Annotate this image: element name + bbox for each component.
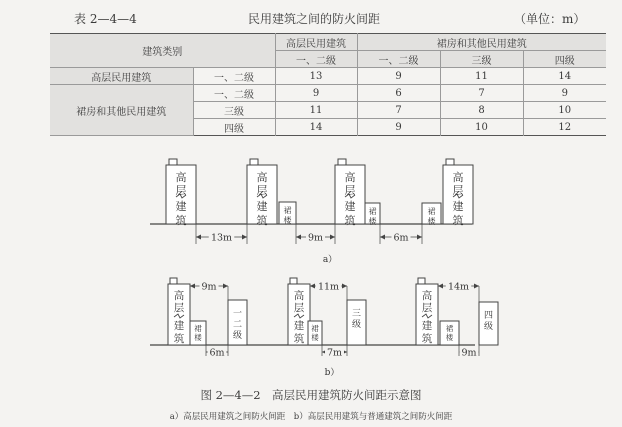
podium-label: 裙 xyxy=(445,324,454,333)
tower-label: 层 xyxy=(293,302,305,314)
ordinary-building-label: 二 xyxy=(232,320,243,330)
dim-a1-head xyxy=(242,235,247,240)
corner-header: 建筑类别 xyxy=(50,34,275,68)
sub-header: 三级 xyxy=(440,51,523,68)
dim-a2-head xyxy=(330,235,335,240)
dimension-label: 6m xyxy=(393,232,409,244)
tower-label: 筑 xyxy=(173,333,185,345)
dim-b-top-head xyxy=(474,284,479,289)
tower-label: 高 xyxy=(173,290,185,302)
tower-label: 建 xyxy=(452,200,464,213)
tower-label: 建 xyxy=(173,320,185,332)
tower-label: 高 xyxy=(256,171,268,184)
row-header-other: 裙房和其他民用建筑 xyxy=(50,85,193,136)
tower-label: 高 xyxy=(421,290,433,302)
value-cell: 9 xyxy=(357,68,440,85)
roof-structure xyxy=(446,159,454,165)
podium-label: 裙 xyxy=(194,324,202,333)
tower-label: 筑 xyxy=(293,333,305,345)
podium-label: 裙 xyxy=(427,207,436,216)
ordinary-building-label: 级 xyxy=(483,322,494,332)
value-cell: 14 xyxy=(523,68,606,85)
diagram-a-label: a） xyxy=(322,255,338,265)
value-cell: 7 xyxy=(440,85,523,102)
col-header-high: 高层民用建筑 xyxy=(275,34,357,51)
col-header-other: 裙房和其他民用建筑 xyxy=(357,34,606,51)
dimension-label: 9m xyxy=(461,347,477,359)
tower-label: 筑 xyxy=(344,214,356,227)
grade-cell: 三级 xyxy=(193,102,275,119)
value-cell: 7 xyxy=(357,102,440,119)
podium-label: 裙 xyxy=(283,206,292,215)
tower-label: 高 xyxy=(175,171,187,184)
value-cell: 6 xyxy=(357,85,440,102)
tower-label: 筑 xyxy=(175,214,187,227)
value-cell: 9 xyxy=(275,85,357,102)
tower-label: 层 xyxy=(256,184,268,197)
dim-b-top-head xyxy=(190,284,195,289)
ordinary-building-label: 一 xyxy=(232,309,243,319)
tower-label: 建 xyxy=(256,200,268,213)
podium-label: 楼 xyxy=(445,333,454,342)
value-cell: 9 xyxy=(523,85,606,102)
grade-cell: 四级 xyxy=(193,119,275,136)
podium-label: 楼 xyxy=(427,217,436,226)
dim-a2-head xyxy=(296,235,301,240)
unit-label: （单位：m） xyxy=(514,12,586,26)
roof-structure xyxy=(338,159,346,165)
dimension-label: 6m xyxy=(209,347,225,359)
dim-b-top-head xyxy=(223,284,228,289)
podium-label: 裙 xyxy=(368,207,377,216)
ordinary-building-label: 四 xyxy=(483,311,494,321)
tower-label: 建 xyxy=(421,320,433,332)
tower-label: 高 xyxy=(452,171,464,184)
tower-label: 层 xyxy=(344,184,356,197)
grade-cell: 一、二级 xyxy=(193,68,275,85)
roof-structure xyxy=(169,159,177,165)
tower-label: 高 xyxy=(344,171,356,184)
tower-label: 层 xyxy=(421,302,433,314)
table-number: 表 2—4—4 xyxy=(74,12,137,26)
value-cell: 13 xyxy=(275,68,357,85)
tower-label: 筑 xyxy=(256,214,268,227)
value-cell: 10 xyxy=(440,119,523,136)
podium-label: 楼 xyxy=(311,333,319,342)
roof-structure xyxy=(290,278,297,284)
dim-b-top-head xyxy=(438,284,443,289)
ordinary-building-label: 级 xyxy=(232,331,243,341)
value-cell: 14 xyxy=(275,119,357,136)
dim-a3-head xyxy=(380,235,385,240)
figure-subcaption: a）高层民用建筑之间防火间距 b）高层民用建筑与普通建筑之间防火间距 xyxy=(169,412,453,422)
value-cell: 12 xyxy=(523,119,606,136)
dimension-label: 13m xyxy=(210,232,233,244)
tower-label: 建 xyxy=(293,320,305,332)
dimension-label: 9m xyxy=(201,281,217,293)
dim-b-top-head xyxy=(342,284,347,289)
tower-label: 高 xyxy=(293,290,305,302)
dim-b-top-head xyxy=(310,284,315,289)
grade-cell: 一、二级 xyxy=(193,85,275,102)
tower-label: 层 xyxy=(175,184,187,197)
value-cell: 8 xyxy=(440,102,523,119)
roof-structure xyxy=(418,278,425,284)
value-cell: 9 xyxy=(357,119,440,136)
value-cell: 10 xyxy=(523,102,606,119)
dimension-label: 11m xyxy=(317,281,340,293)
roof-structure xyxy=(250,159,258,165)
tower-label: 建 xyxy=(344,200,356,213)
tower-label: 筑 xyxy=(421,333,433,345)
podium-label: 楼 xyxy=(283,216,292,225)
table-title: 民用建筑之间的防火间距 xyxy=(248,12,381,26)
tower-label: 层 xyxy=(452,184,464,197)
tower-label: 建 xyxy=(175,200,187,213)
podium-label: 楼 xyxy=(194,333,202,342)
dimension-label: 7m xyxy=(326,347,343,359)
sub-header: 四级 xyxy=(523,51,606,68)
dimension-label: 14m xyxy=(447,281,470,293)
podium-label: 楼 xyxy=(368,217,377,226)
sub-header: 一、二级 xyxy=(357,51,440,68)
dimension-label: 9m xyxy=(307,232,324,244)
sub-header: 一、二级 xyxy=(275,51,357,68)
podium-label: 裙 xyxy=(311,324,319,333)
tower-label: 层 xyxy=(173,302,185,314)
value-cell: 11 xyxy=(440,68,523,85)
figure-caption: 图 2—4—2 高层民用建筑防火间距示意图 xyxy=(200,388,422,402)
dim-a3-head xyxy=(417,235,422,240)
roof-structure xyxy=(170,278,177,284)
row-header-high: 高层民用建筑 xyxy=(50,68,193,85)
value-cell: 11 xyxy=(275,102,357,119)
ordinary-building-label: 级 xyxy=(351,320,362,330)
ordinary-building-label: 三 xyxy=(351,309,362,319)
diagram-b-label: b） xyxy=(324,368,340,378)
dim-a1-head xyxy=(196,235,201,240)
tower-label: 筑 xyxy=(452,214,464,227)
